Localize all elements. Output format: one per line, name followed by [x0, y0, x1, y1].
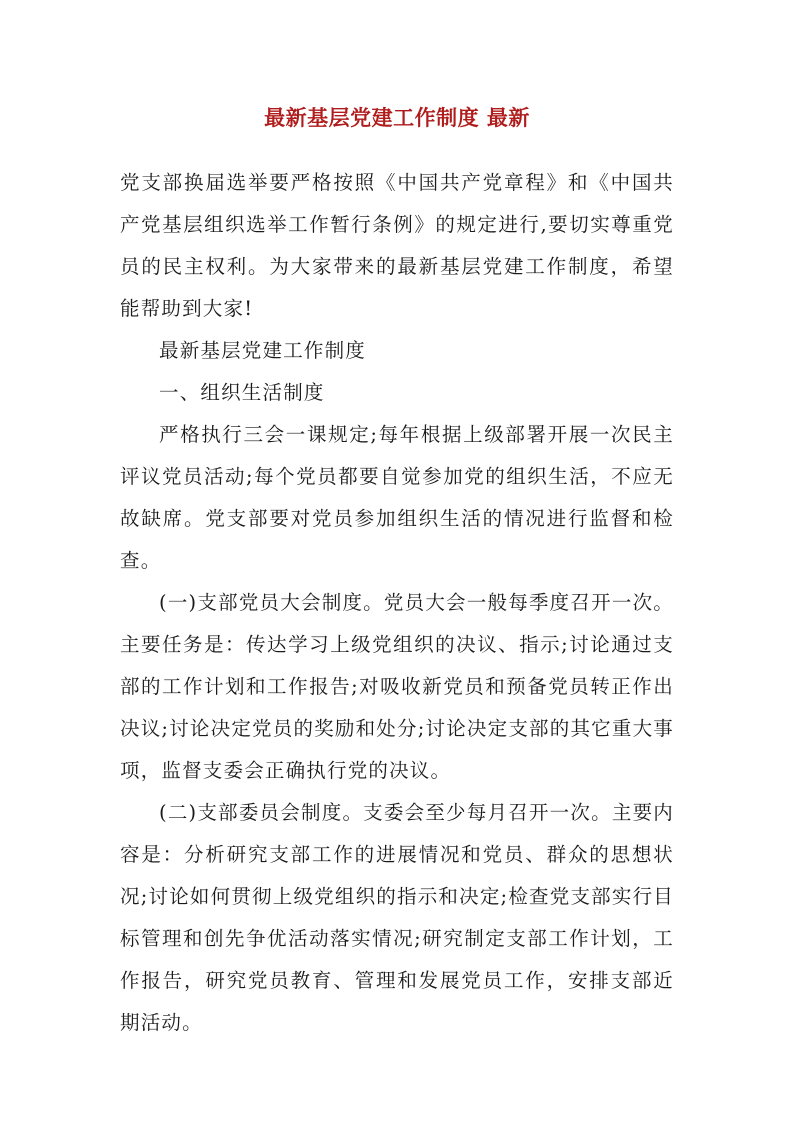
- body-paragraph: (一)支部党员大会制度。党员大会一般每季度召开一次。主要任务是：传达学习上级党组织的决议、指示;讨论通过支部的工作计划和工作报告;对吸收新党员和预备党员转正作出决议;讨论决定党员的奖励和处分;讨论决定支部的其它重大事项，监督支委会正确执行党的决议。: [120, 591, 674, 782]
- body-paragraph: (二)支部委员会制度。支委会至少每月召开一次。主要内容是：分析研究支部工作的进展情况和党员、群众的思想状况;讨论如何贯彻上级党组织的指示和决定;检查党支部实行目标管理和创先争优活动落实情况;研究制定支部工作计划，工作报告，研究党员教育、管理和发展党员工作，安排支部近期活动。: [120, 801, 674, 1034]
- document-title: 最新基层党建工作制度 最新: [264, 105, 530, 130]
- subsection-heading: 一、组织生活制度: [159, 381, 325, 404]
- intro-paragraph: 党支部换届选举要严格按照《中国共产党章程》和《中国共产党基层组织选举工作暂行条例》的规定进行,要切实尊重党员的民主权利。为大家带来的最新基层党建工作制度，希望能帮助到大家!: [120, 171, 674, 320]
- body-paragraph: 严格执行三会一课规定;每年根据上级部署开展一次民主评议党员活动;每个党员都要自觉参加党的组织生活，不应无故缺席。党支部要对党员参加组织生活的情况进行监督和检查。: [120, 423, 674, 572]
- section-heading: 最新基层党建工作制度: [159, 339, 367, 362]
